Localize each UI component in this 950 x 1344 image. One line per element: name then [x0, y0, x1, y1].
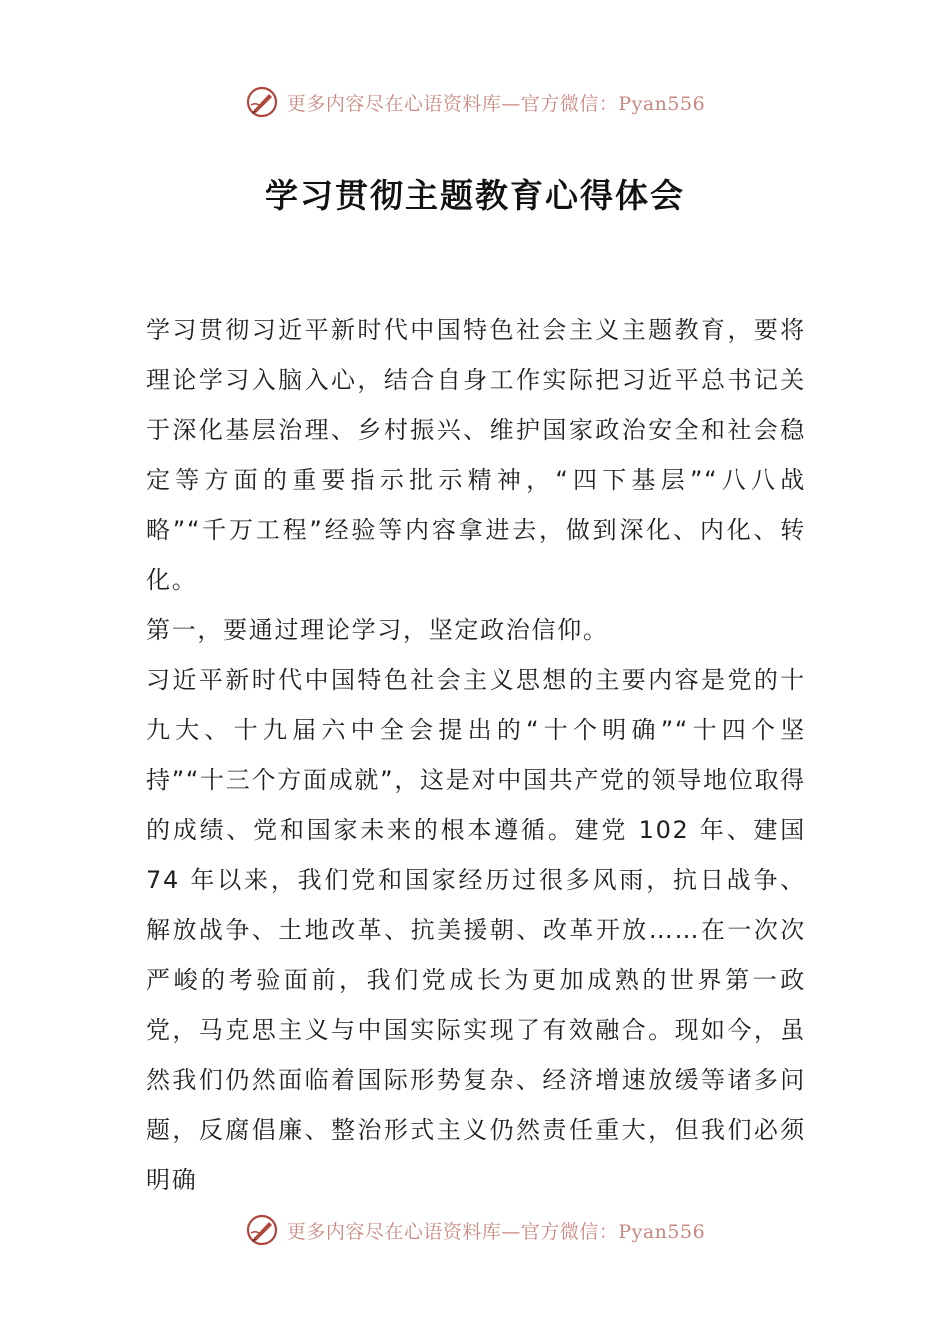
watermark-banner-bottom [0, 1210, 950, 1250]
paragraph-heading-first: 第一，要通过理论学习，坚定政治信仰。 [146, 616, 609, 644]
paragraph-intro: 学习贯彻习近平新时代中国特色社会主义主题教育，要将理论学习入脑入心，结合自身工作实际把习近平总书记关于深化基层治理、乡村振兴、维护国家政治安全和社会稳定等方面的重要指示批示精神，“四下基层”“八八战略”“千万工程”经验等内容拿进去，做到深化、内化、转化。 [146, 316, 806, 594]
document-title: 学习贯彻主题教育心得体会 [265, 176, 685, 215]
watermark-text: 更多内容尽在心语资料库—官方微信：Pyan556 [286, 1220, 706, 1243]
document-body [146, 305, 806, 1205]
paragraph-body: 习近平新时代中国特色社会主义思想的主要内容是党的十九大、十九届六中全会提出的“十个明确”“十四个坚持”“十三个方面成就”，这是对中国共产党的领导地位取得的成绩、党和国家未来的根本遵循。建党 102 年、建国 74 年以来，我们党和国家经历过很多风雨，抗日战争、解放战争、土地改革、抗美援朝、改革开放……在一次次严峻的考验面前，我们党成长为更加成熟的世界第一政党，马克思主义与中国实际实现了有效融合。现如今，虽然我们仍然面临着国际形势复杂、经济增速放缓等诸多问题，反腐倡廉、整治形式主义仍然责任重大，但我们必须明确 [146, 666, 806, 1194]
watermark-text: 更多内容尽在心语资料库—官方微信：Pyan556 [286, 92, 706, 115]
watermark-banner-top [0, 82, 950, 122]
pen-logo-icon [245, 85, 279, 119]
pen-logo-icon [245, 1213, 279, 1247]
